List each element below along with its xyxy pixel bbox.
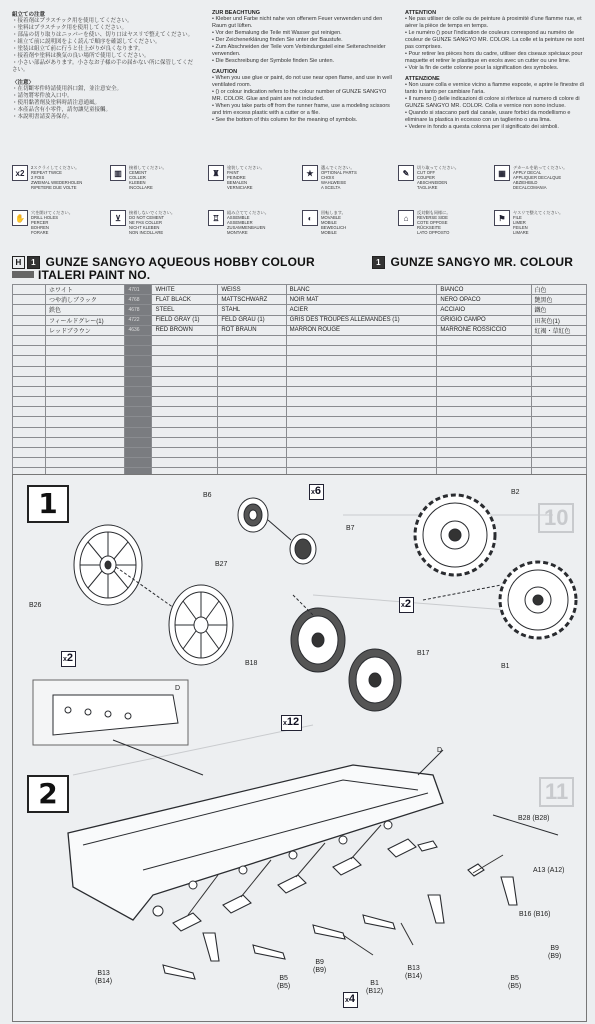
drill-icon: ✋ bbox=[12, 210, 28, 226]
colour-de-cell bbox=[218, 386, 286, 396]
colour-jp2-cell: 田灰色(1) bbox=[531, 315, 587, 325]
colour-jp-cell: レッドブラウン bbox=[46, 325, 125, 335]
colour-ref-cell bbox=[13, 427, 46, 437]
multiplier-x12: x12 bbox=[281, 715, 302, 731]
colour-de-cell bbox=[218, 335, 286, 345]
colour-code-cell bbox=[125, 346, 152, 356]
colour-fr-cell bbox=[286, 335, 437, 345]
colour-de-cell bbox=[218, 448, 286, 458]
colour-ref-cell bbox=[13, 335, 46, 345]
colour-fr-cell bbox=[286, 346, 437, 356]
cement-icon: ▥ bbox=[110, 165, 126, 181]
colour-row bbox=[13, 407, 587, 417]
en-notes-text: • When you use glue or paint, do not use near open flame, and use in well ventilated room. • () or colour indication refers to the colour number of GUNZE SANGYO MR. COLOR. Glue and paint are not included. • When you take parts off from the runner frame, use a modeling scissors and trim excess plastic with a cutter or a file. • See the bottom of this column for the meaning of symbols. bbox=[212, 75, 392, 123]
label-b2: B2 bbox=[511, 489, 520, 496]
colour-jp2-cell bbox=[531, 427, 587, 437]
colour-jp2-cell: 白色 bbox=[531, 285, 587, 295]
colour-ref-cell bbox=[13, 458, 46, 468]
colour-row bbox=[13, 376, 587, 386]
legend-item bbox=[208, 210, 283, 235]
colour-en-cell bbox=[152, 366, 218, 376]
colour-code-cell: 4722 bbox=[125, 315, 152, 325]
colour-it-cell: NERO OPACO bbox=[437, 295, 531, 305]
colour-code-cell bbox=[125, 366, 152, 376]
colour-jp-cell: ホワイト bbox=[46, 285, 125, 295]
colour-fr-cell bbox=[286, 386, 437, 396]
colour-ref-cell bbox=[13, 305, 46, 315]
colour-de-cell bbox=[218, 366, 286, 376]
b26-spoke-wheel bbox=[74, 525, 142, 605]
legend-item bbox=[302, 165, 377, 190]
colour-it-cell bbox=[437, 417, 531, 427]
step-1-number: 1 bbox=[27, 485, 69, 523]
colour-it-cell bbox=[437, 407, 531, 417]
hull-drawing bbox=[68, 765, 517, 979]
multiplier-x4: x4 bbox=[343, 992, 358, 1008]
colour-row bbox=[13, 346, 587, 356]
colour-jp-cell bbox=[46, 397, 125, 407]
colour-en-cell: RED BROWN bbox=[152, 325, 218, 335]
colour-jp2-cell bbox=[531, 407, 587, 417]
colour-fr-cell bbox=[286, 397, 437, 407]
colour-fr-cell bbox=[286, 458, 437, 468]
aqueous-colour-title bbox=[12, 255, 315, 269]
colour-ref-cell bbox=[13, 437, 46, 447]
colour-en-cell bbox=[152, 356, 218, 366]
colour-fr-cell bbox=[286, 366, 437, 376]
colour-ref-cell bbox=[13, 386, 46, 396]
colour-code-cell bbox=[125, 335, 152, 345]
assembly-drawing bbox=[13, 475, 586, 1021]
legend-text: 2スクライしてください。 REPEAT TWICE 2 FOIS ZWEIMAL WIEDERHOLEN RIPETERE DUE VOLTE bbox=[31, 165, 83, 190]
colour-it-cell: BIANCO bbox=[437, 285, 531, 295]
jp-notes-text: ・接着剤はプラスチック用を使用してください。 ・塗料はプラスチック用を使用してください。 ・部品の切り取りはニッパーを使い、切り口はヤスリで整えてください。 ・組立て前に説明図をよく読んで順序を確認してください。 ・塗装は組立て前に行うと仕上がりが良くなります。 ・接着剤や塗料は換気の良い場所で使用してください。 ・小さい部品があります。小さなお子様の手の届かない所に保管してください。 bbox=[12, 18, 194, 73]
fr-notes-title: ATTENTION bbox=[405, 10, 437, 16]
colour-row bbox=[13, 427, 587, 437]
colour-row bbox=[13, 448, 587, 458]
colour-row bbox=[13, 397, 587, 407]
colour-code-cell: 4768 bbox=[125, 295, 152, 305]
label-b17: B17 bbox=[417, 650, 430, 657]
label-b9-mid: B9 (B9) bbox=[313, 959, 327, 974]
colour-code-cell bbox=[125, 386, 152, 396]
colour-it-cell bbox=[437, 356, 531, 366]
colour-row bbox=[13, 305, 587, 315]
legend-item bbox=[302, 210, 377, 235]
colour-code-cell bbox=[125, 458, 152, 468]
colour-code-cell: 4678 bbox=[125, 305, 152, 315]
colour-it-cell bbox=[437, 335, 531, 345]
colour-row bbox=[13, 437, 587, 447]
colour-it-cell bbox=[437, 448, 531, 458]
colour-jp2-cell bbox=[531, 448, 587, 458]
label-b6: B6 bbox=[203, 492, 212, 499]
colour-ref-cell bbox=[13, 397, 46, 407]
colour-de-cell: ROT BRAUN bbox=[218, 325, 286, 335]
tw-notes-text: ・在切斷零件時請使用斜口鉗，並注意安全。 ・請勿將零件放入口中。 ・使用黏著劑及塗料時請注意通風。 ・本產品含有小零件，請勿讓兒童接觸。 ・本說明書請妥善保存。 bbox=[12, 86, 123, 120]
multiplier-x6-value: 6 bbox=[314, 485, 322, 497]
colour-row bbox=[13, 386, 587, 396]
colour-jp-cell bbox=[46, 417, 125, 427]
legend-text: 反対側も同様に。 REVERSE SIDE COTE OPPOSE RÜCKSEITE LATO OPPOSTO bbox=[417, 210, 451, 235]
colour-code-cell bbox=[125, 417, 152, 427]
colour-de-cell: STAHL bbox=[218, 305, 286, 315]
colour-jp-cell: フィールドグレー(1) bbox=[46, 315, 125, 325]
colour-row bbox=[13, 356, 587, 366]
colour-de-cell: MATTSCHWARZ bbox=[218, 295, 286, 305]
legend-text: 組み立ててください。 ASSEMBLE ASSEMBLER ZUSAMMENBAUEN MONTARE bbox=[227, 210, 269, 235]
colour-jp-cell bbox=[46, 356, 125, 366]
colour-jp2-cell bbox=[531, 458, 587, 468]
label-d-step1: D bbox=[175, 685, 181, 692]
colour-jp-cell bbox=[46, 376, 125, 386]
colour-fr-cell: BLANC bbox=[286, 285, 437, 295]
colour-it-cell bbox=[437, 427, 531, 437]
mr-number-badge: 1 bbox=[372, 256, 385, 269]
mr-colour-title bbox=[372, 255, 573, 269]
colour-it-cell: GRIGIO CAMPO bbox=[437, 315, 531, 325]
colour-fr-cell bbox=[286, 448, 437, 458]
de-notes bbox=[212, 10, 392, 124]
colour-jp2-cell: 紅褐・草紅色 bbox=[531, 325, 587, 335]
multiplier-x2-wheel-value: 2 bbox=[66, 652, 74, 664]
legend-item bbox=[398, 165, 473, 190]
colour-fr-cell: GRIS DES TROUPES ALLEMANDES (1) bbox=[286, 315, 437, 325]
colour-en-cell: FLAT BLACK bbox=[152, 295, 218, 305]
step-2-number: 2 bbox=[27, 775, 69, 813]
colour-jp-cell bbox=[46, 437, 125, 447]
colour-it-cell bbox=[437, 458, 531, 468]
label-b5-right: B5 (B5) bbox=[508, 975, 522, 990]
colour-row bbox=[13, 458, 587, 468]
colour-it-cell bbox=[437, 376, 531, 386]
cut-icon: ✎ bbox=[398, 165, 414, 181]
decal-icon: ▦ bbox=[494, 165, 510, 181]
paint-icon: ♜ bbox=[208, 165, 224, 181]
colour-fr-cell bbox=[286, 437, 437, 447]
colour-it-cell: MARRONE ROSSICCIO bbox=[437, 325, 531, 335]
legend-item bbox=[110, 210, 185, 235]
colour-it-cell bbox=[437, 386, 531, 396]
colour-en-cell bbox=[152, 458, 218, 468]
colour-de-cell bbox=[218, 397, 286, 407]
colour-row bbox=[13, 295, 587, 305]
legend-item bbox=[494, 210, 569, 235]
label-b28: B28 (B28) bbox=[518, 815, 550, 822]
colour-ref-cell bbox=[13, 448, 46, 458]
legend-text: 切り取ってください。 CUT OFF COUPER ABSCHNEIDEN TAGLIARE bbox=[417, 165, 459, 190]
colour-jp-cell bbox=[46, 407, 125, 417]
colour-en-cell bbox=[152, 346, 218, 356]
colour-en-cell: FIELD GRAY (1) bbox=[152, 315, 218, 325]
colour-row bbox=[13, 325, 587, 335]
label-b9-right: B9 (B9) bbox=[548, 945, 562, 960]
colour-de-cell: WEISS bbox=[218, 285, 286, 295]
colour-it-cell bbox=[437, 346, 531, 356]
mr-title-text: GUNZE SANGYO MR. COLOUR bbox=[390, 255, 574, 269]
colour-code-cell bbox=[125, 437, 152, 447]
colour-jp-cell: 鉄色 bbox=[46, 305, 125, 315]
colour-row bbox=[13, 366, 587, 376]
colour-ref-cell bbox=[13, 346, 46, 356]
aqueous-title-text: GUNZE SANGYO AQUEOUS HOBBY COLOUR bbox=[45, 255, 315, 269]
colour-ref-cell bbox=[13, 376, 46, 386]
legend-text: 回転します。 MOVABLE MOBILE BEWEGLICH MOBILE bbox=[321, 210, 347, 235]
h-badge: H bbox=[12, 256, 25, 269]
jp-notes bbox=[12, 10, 197, 121]
colour-ref-cell bbox=[13, 356, 46, 366]
label-b26: B26 bbox=[29, 602, 42, 609]
assembly-area bbox=[12, 474, 587, 1022]
label-b27: B27 bbox=[215, 561, 228, 568]
colour-it-cell: ACCIAIO bbox=[437, 305, 531, 315]
italeri-bar-icon bbox=[12, 271, 34, 278]
tw-notes-title: 〈注意〉 bbox=[12, 80, 35, 86]
colour-en-cell bbox=[152, 397, 218, 407]
colour-code-cell bbox=[125, 356, 152, 366]
legend-item bbox=[494, 165, 569, 190]
colour-it-cell bbox=[437, 437, 531, 447]
legend-text: ヤスリで整えてください。 FILE LIMER FEILEN LIMARE bbox=[513, 210, 564, 235]
fr-notes bbox=[405, 10, 585, 131]
colour-row bbox=[13, 285, 587, 295]
colour-it-cell bbox=[437, 366, 531, 376]
colour-en-cell bbox=[152, 386, 218, 396]
colour-fr-cell bbox=[286, 356, 437, 366]
legend-text: 穴を開けてください。 DRILL HOLES PERCER BOHREN FORARE bbox=[31, 210, 73, 235]
multiplier-x12-value: 12 bbox=[286, 716, 300, 728]
colour-code-cell bbox=[125, 427, 152, 437]
colour-jp2-cell bbox=[531, 356, 587, 366]
rotate-icon: ◐ bbox=[302, 210, 318, 226]
colour-jp-cell bbox=[46, 335, 125, 345]
colour-jp2-cell bbox=[531, 366, 587, 376]
colour-jp-cell: つや消しブラック bbox=[46, 295, 125, 305]
colour-jp2-cell bbox=[531, 397, 587, 407]
label-b18: B18 bbox=[245, 660, 258, 667]
label-b7: B7 bbox=[346, 525, 355, 532]
ghost-step-10: 10 bbox=[538, 503, 574, 533]
colour-row bbox=[13, 417, 587, 427]
legend-item bbox=[208, 165, 283, 190]
colour-en-cell bbox=[152, 448, 218, 458]
h-number-badge: 1 bbox=[27, 256, 40, 269]
colour-jp-cell bbox=[46, 366, 125, 376]
colour-table bbox=[12, 284, 587, 479]
multiplier-x2-wheel: x2 bbox=[61, 651, 76, 667]
de-notes-text: • Kleber und Farbe nicht nahe von offenem Feuer verwenden und den Raum gut lüften. • Vor der Bemalung die Teile mit Wasser gut reinigen. • Der Zeichenerklärung finden Sie unter der Baustufe. • Zum Abschneiden der Teile vom Verbindungsteil eine Seitenschneider verwenden. • Die Beschreibung der Symbole finden Sie unten. bbox=[212, 16, 386, 64]
colour-ref-cell bbox=[13, 325, 46, 335]
colour-de-cell: FELD GRAU (1) bbox=[218, 315, 286, 325]
colour-en-cell: STEEL bbox=[152, 305, 218, 315]
no-cement-icon: ⊻ bbox=[110, 210, 126, 226]
colour-de-cell bbox=[218, 427, 286, 437]
legend-text: 接着してください。 CEMENT COLLER KLEBEN INCOLLARE bbox=[129, 165, 167, 190]
colour-jp2-cell bbox=[531, 417, 587, 427]
colour-jp-cell bbox=[46, 346, 125, 356]
assemble-icon: ♖ bbox=[208, 210, 224, 226]
colour-ref-cell bbox=[13, 417, 46, 427]
label-b1: B1 bbox=[501, 663, 510, 670]
colour-en-cell bbox=[152, 407, 218, 417]
colour-it-cell bbox=[437, 397, 531, 407]
colour-fr-cell: NOIR MAT bbox=[286, 295, 437, 305]
label-b1-b12: B1 (B12) bbox=[366, 980, 384, 995]
colour-jp2-cell bbox=[531, 376, 587, 386]
fr-notes-text: • Ne pas utiliser de colle ou de peinture à proximité d'une flamme nue, et aérer la pièce de temps en temps. • Le numéro () pour l'indication de couleurs correspond au numéro de couleur de GUNZE SANGYO MR. COLOR. La colle et la peinture ne sont pas comprises. • Pour retirer les pièces hors du cadre, utiliser des ciseaux spéciaux pour maquette et retirer le plastique en excès avec un cutter ou une lime. • Voir la fin de cette colonne pour la signification des symboles. bbox=[405, 16, 585, 71]
colour-de-cell bbox=[218, 458, 286, 468]
colour-code-cell bbox=[125, 407, 152, 417]
multiplier-x2-sprocket-value: 2 bbox=[404, 598, 412, 610]
colour-de-cell bbox=[218, 407, 286, 417]
en-notes-title: CAUTION bbox=[212, 69, 238, 75]
colour-jp2-cell: 艶黑色 bbox=[531, 295, 587, 305]
italeri-title bbox=[12, 268, 150, 282]
label-b13-left: B13 (B14) bbox=[95, 970, 113, 985]
colour-ref-cell bbox=[13, 295, 46, 305]
ghost-step-11: 11 bbox=[539, 777, 574, 807]
colour-jp-cell bbox=[46, 386, 125, 396]
colour-fr-cell bbox=[286, 407, 437, 417]
legend-text: 塗装してください。 PAINT PEINDRE BEMALEN VERNICIARE bbox=[227, 165, 265, 190]
multiplier-x6: x6 bbox=[309, 484, 324, 500]
colour-code-cell bbox=[125, 376, 152, 386]
colour-de-cell bbox=[218, 356, 286, 366]
legend-item bbox=[398, 210, 473, 235]
legend-text: 選んでください。 OPTIONAL PARTS CHOIX WAHLWEISE A SCELTA bbox=[321, 165, 357, 190]
colour-code-cell: 4636 bbox=[125, 325, 152, 335]
colour-ref-cell bbox=[13, 407, 46, 417]
colour-fr-cell bbox=[286, 427, 437, 437]
colour-jp2-cell bbox=[531, 335, 587, 345]
colour-jp2-cell bbox=[531, 437, 587, 447]
multiplier-x4-value: 4 bbox=[348, 993, 356, 1005]
colour-fr-cell bbox=[286, 376, 437, 386]
legend-item bbox=[12, 210, 87, 235]
colour-en-cell bbox=[152, 427, 218, 437]
colour-ref-cell bbox=[13, 285, 46, 295]
colour-ref-cell bbox=[13, 366, 46, 376]
label-b13-right: B13 (B14) bbox=[405, 965, 423, 980]
choice-icon: ★ bbox=[302, 165, 318, 181]
colour-code-cell bbox=[125, 397, 152, 407]
legend-text: 接着しないでください。 DO NOT CEMENT NE PAS COLLER NICHT KLEBEN NON INCOLLARE bbox=[129, 210, 176, 235]
colour-jp2-cell bbox=[531, 386, 587, 396]
legend-item bbox=[12, 165, 87, 190]
colour-jp-cell bbox=[46, 458, 125, 468]
colour-fr-cell: ACIER bbox=[286, 305, 437, 315]
colour-de-cell bbox=[218, 346, 286, 356]
colour-code-cell bbox=[125, 448, 152, 458]
multiplier-x2-sprocket: x2 bbox=[399, 597, 414, 613]
reverse-icon: ⌂ bbox=[398, 210, 414, 226]
label-d-step2: D bbox=[437, 747, 443, 754]
colour-en-cell bbox=[152, 437, 218, 447]
colour-jp-cell bbox=[46, 427, 125, 437]
colour-de-cell bbox=[218, 437, 286, 447]
b2-sprocket bbox=[415, 495, 495, 575]
jp-notes-title: 組立ての注意 bbox=[12, 12, 46, 18]
colour-de-cell bbox=[218, 376, 286, 386]
sand-icon: ⚑ bbox=[494, 210, 510, 226]
colour-ref-cell bbox=[13, 315, 46, 325]
colour-row bbox=[13, 315, 587, 325]
colour-en-cell bbox=[152, 417, 218, 427]
colour-fr-cell bbox=[286, 417, 437, 427]
colour-jp-cell bbox=[46, 448, 125, 458]
colour-jp2-cell bbox=[531, 346, 587, 356]
de-notes-title: ZUR BEACHTUNG bbox=[212, 10, 260, 16]
it-notes-text: • Non usare colla e vernice vicino a fiamme esposte, e aprire le finestre di tanto in tanto per cambiare l'aria. • Il numero () delle indicazioni di colore si riferisce al numero di colore di GUNZE SANGYO MR. COLOR. Colla e vernice non sono incluse. • Quando si staccano parti dal canale, usare forbici da modellismo e eliminare la plastica in eccesso con un taglierino o una lima. • Vedere in fondo a questa colonna per il significato dei simboli. bbox=[405, 82, 584, 130]
legend-item bbox=[110, 165, 185, 190]
repeat-icon: x2 bbox=[12, 165, 28, 181]
colour-row bbox=[13, 335, 587, 345]
colour-jp2-cell: 鐵色 bbox=[531, 305, 587, 315]
label-a13: A13 (A12) bbox=[533, 867, 565, 874]
colour-en-cell bbox=[152, 335, 218, 345]
b1-sprocket bbox=[500, 562, 576, 638]
it-notes-title: ATTENZIONE bbox=[405, 76, 440, 82]
colour-code-cell: 4701 bbox=[125, 285, 152, 295]
colour-en-cell bbox=[152, 376, 218, 386]
colour-fr-cell: MARRON ROUGE bbox=[286, 325, 437, 335]
colour-de-cell bbox=[218, 417, 286, 427]
label-b16: B16 (B16) bbox=[519, 911, 551, 918]
label-b5-left: B5 (B5) bbox=[277, 975, 291, 990]
colour-en-cell: WHITE bbox=[152, 285, 218, 295]
italeri-title-text: ITALERI PAINT NO. bbox=[38, 268, 151, 282]
legend-text: デカールを貼ってください。 APPLY DECAL APPLIQUER DECALQUE ABZIEHBILD DECALCOMANIA bbox=[513, 165, 568, 190]
